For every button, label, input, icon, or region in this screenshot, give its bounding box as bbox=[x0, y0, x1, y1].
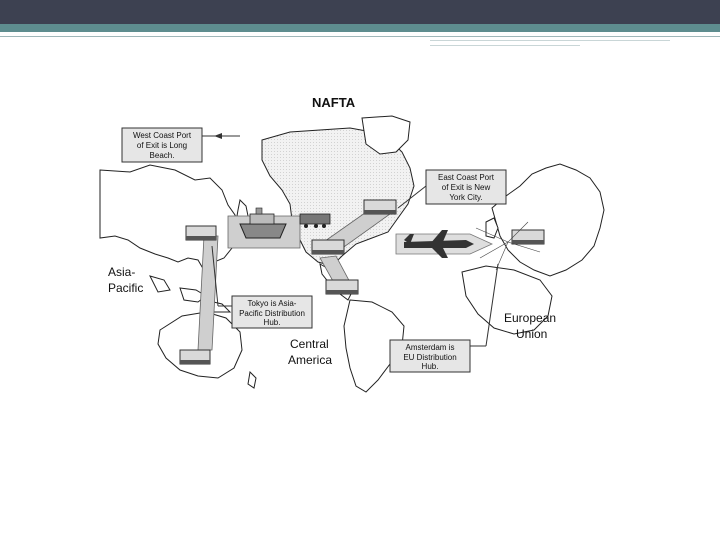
region-label-central-america-1: Central bbox=[290, 337, 329, 351]
callout-east-coast-line-1: East Coast Port bbox=[437, 173, 495, 182]
callout-west-coast-line-3: Beach. bbox=[149, 151, 175, 160]
callout-east-coast-line-3: York City. bbox=[449, 193, 483, 202]
callout-amsterdam-line-2: EU Distribution bbox=[403, 353, 457, 362]
callout-tokyo-line-2: Pacific Distribution bbox=[239, 309, 305, 318]
warehouse-icon bbox=[180, 350, 210, 364]
callout-east-coast-line-2: of Exit is New bbox=[441, 183, 491, 192]
warehouse-icon bbox=[512, 230, 544, 244]
callout-amsterdam-line-3: Hub. bbox=[421, 362, 439, 371]
callout-tokyo-line-1: Tokyo is Asia- bbox=[247, 299, 297, 308]
warehouse-icon bbox=[312, 240, 344, 254]
warehouse-icon bbox=[186, 226, 216, 240]
callout-tokyo-line-3: Hub. bbox=[263, 318, 281, 327]
region-label-asia-pacific-2: Pacific bbox=[108, 281, 144, 295]
region-label-european-union-2: Union bbox=[516, 327, 548, 341]
callout-west-coast-line-1: West Coast Port bbox=[132, 131, 192, 140]
callout-amsterdam-line-1: Amsterdam is bbox=[405, 343, 455, 352]
train-icon bbox=[300, 214, 330, 228]
region-label-central-america-2: America bbox=[288, 353, 333, 367]
region-label-european-union-1: European bbox=[504, 311, 557, 325]
diagram-title: NAFTA bbox=[312, 95, 356, 110]
callout-west-coast-line-2: of Exit is Long bbox=[136, 141, 188, 150]
warehouse-icon bbox=[364, 200, 396, 214]
region-label-asia-pacific-1: Asia- bbox=[108, 265, 136, 279]
warehouse-icon bbox=[326, 280, 358, 294]
